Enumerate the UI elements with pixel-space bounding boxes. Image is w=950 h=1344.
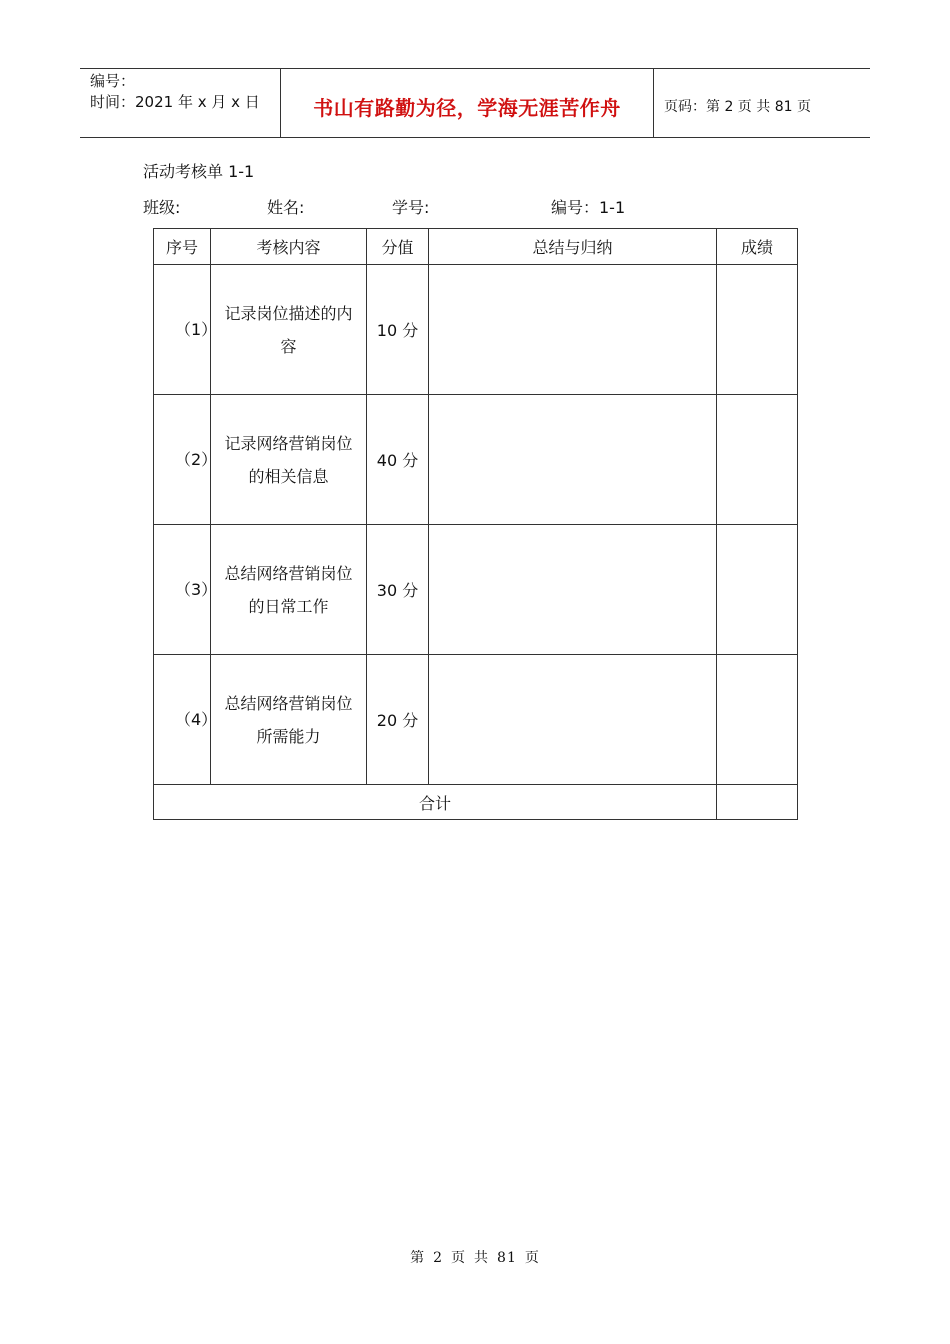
content-cell [211,395,367,525]
table-row [154,525,798,655]
seq-text: （1） [175,320,218,339]
total-row [154,785,798,820]
header-seq: 序号 [154,229,211,265]
header-page-info: 页码：第 2 页 共 81 页 [664,99,811,115]
header-content: 考核内容 [211,229,367,265]
table-header-row [154,229,798,265]
header-number-label: 编号： [90,72,136,90]
seq-cell [154,265,218,395]
score-cell: 30 分 [367,525,429,655]
content-cell [211,525,367,655]
name-field-label: 姓名: [267,198,305,217]
summary-cell[interactable] [429,395,717,525]
header-time-label: 时间：2021 年 x 月 x 日 [90,93,260,111]
footer-total-prefix: 共 [474,1250,490,1266]
content-cell [211,655,367,785]
seq-cell [154,655,218,785]
footer-total-word: 页 [524,1250,540,1266]
summary-cell[interactable] [429,655,717,785]
content-text: 总结网络营销岗位的日常工作 [224,563,353,616]
grade-cell[interactable] [717,265,798,395]
grade-cell[interactable] [717,525,798,655]
document-title: 活动考核单 1-1 [143,162,255,181]
header-grade: 成绩 [717,229,798,265]
page-header [80,68,870,138]
class-field-label: 班级: [143,198,181,217]
header-score: 分值 [367,229,429,265]
footer-total-pages: 81 [497,1250,517,1266]
content-text: 记录网络营销岗位的相关信息 [224,433,353,486]
student-id-field-label: 学号: [392,198,430,217]
content-text: 总结网络营销岗位所需能力 [224,693,353,746]
content-cell [211,265,367,395]
seq-cell [154,395,218,525]
page-footer [0,1247,950,1267]
header-motto: 书山有路勤为径，学海无涯苦作舟 [281,69,654,137]
table-row [154,395,798,525]
total-value-cell[interactable] [717,785,798,820]
seq-cell [154,525,218,655]
header-summary: 总结与归纳 [429,229,717,265]
summary-cell[interactable] [429,265,717,395]
footer-page-number: 2 [433,1250,444,1266]
score-cell: 20 分 [367,655,429,785]
form-number-label: 编号：1-1 [551,198,626,217]
header-meta [80,69,281,137]
footer-prefix: 第 [410,1250,426,1266]
table-row [154,265,798,395]
footer-page-word: 页 [451,1250,467,1266]
table-row [154,655,798,785]
grade-cell[interactable] [717,655,798,785]
score-cell: 40 分 [367,395,429,525]
seq-text: （4） [175,710,218,729]
assessment-table [153,228,798,820]
content-text: 记录岗位描述的内容 [224,303,353,356]
summary-cell[interactable] [429,525,717,655]
seq-text: （3） [175,580,218,599]
total-label: 合计 [154,785,717,820]
score-cell: 10 分 [367,265,429,395]
seq-text: （2） [175,450,218,469]
grade-cell[interactable] [717,395,798,525]
